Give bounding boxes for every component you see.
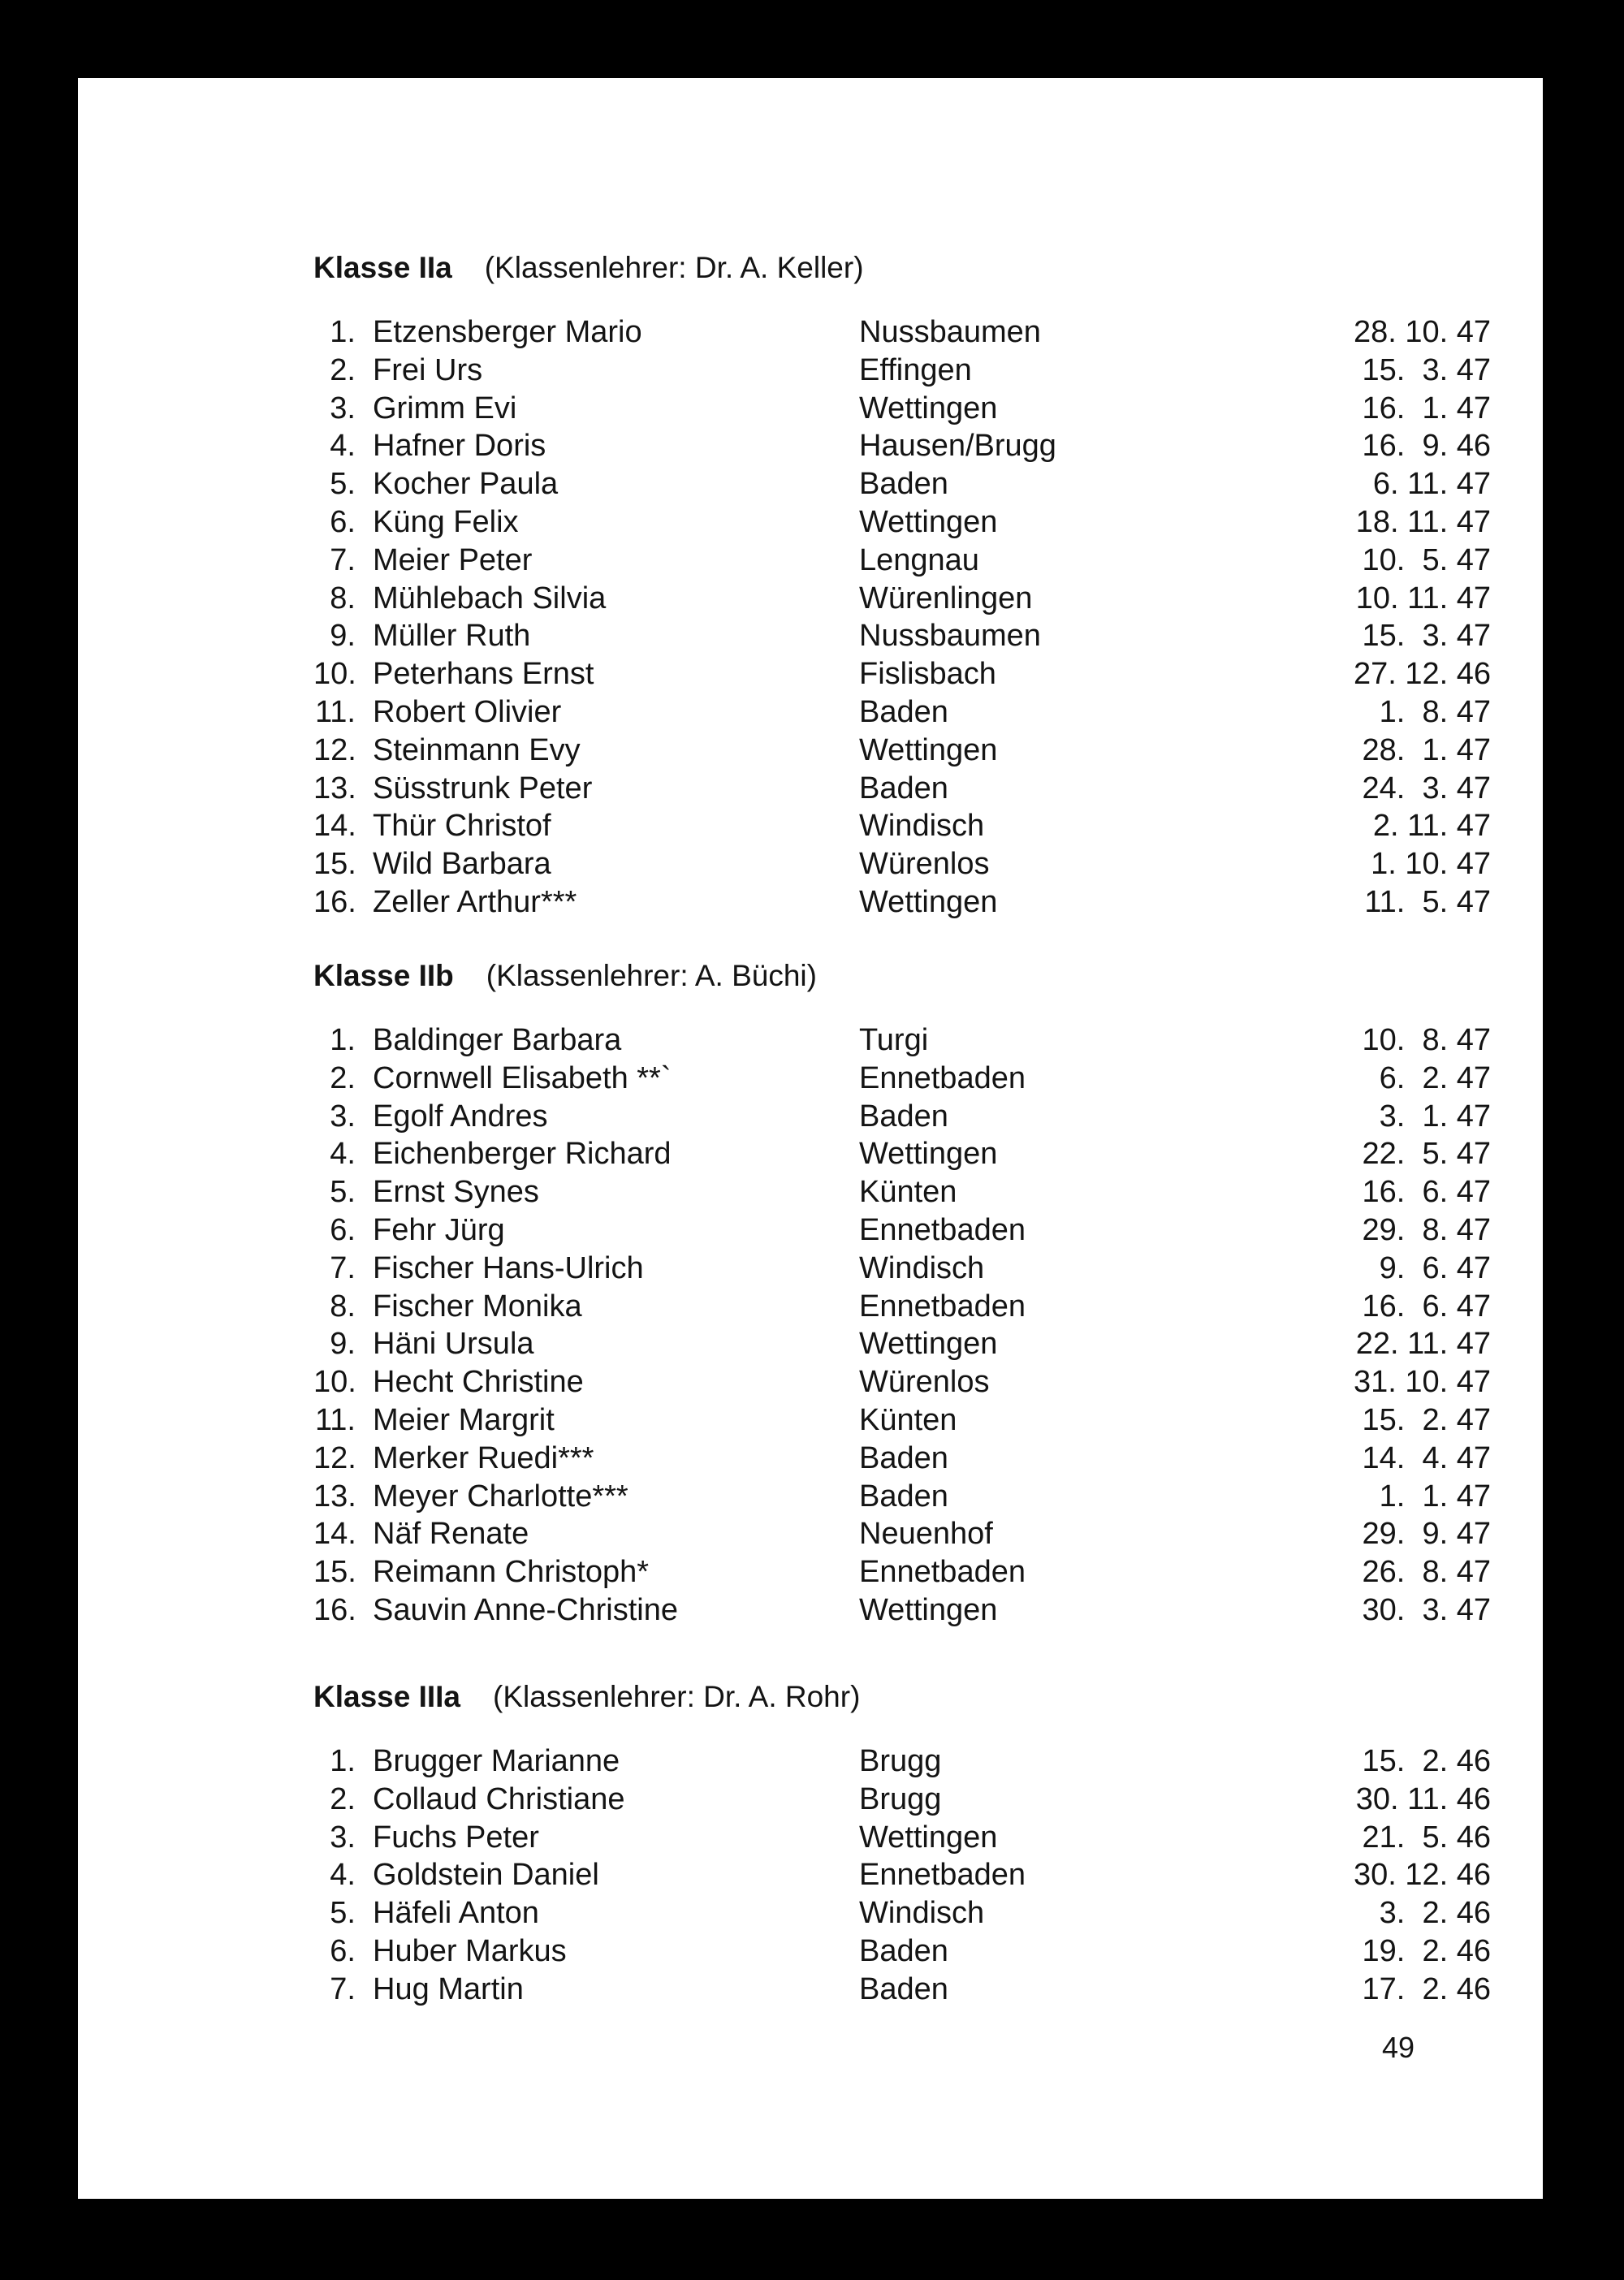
student-row xyxy=(313,655,1491,693)
row-number: 8. xyxy=(330,581,356,615)
student-list xyxy=(313,1021,1491,1630)
student-place: Nussbaumen xyxy=(859,619,1041,654)
student-name: Eichenberger Richard xyxy=(373,1137,672,1172)
row-number: 4. xyxy=(330,1137,356,1172)
student-row xyxy=(313,427,1491,465)
student-row xyxy=(313,390,1491,428)
row-number: 13. xyxy=(313,771,356,805)
section-heading xyxy=(313,250,1491,313)
student-name: Thür Christof xyxy=(373,809,551,844)
row-number: 10. xyxy=(313,1365,356,1400)
student-name: Kocher Paula xyxy=(373,467,559,502)
birth-date: 24. 3. 47 xyxy=(1362,771,1491,805)
student-place: Wettingen xyxy=(859,1592,998,1627)
student-place: Ennetbaden xyxy=(859,1212,1026,1247)
student-row xyxy=(313,693,1491,732)
student-place: Fislisbach xyxy=(859,657,996,692)
birth-date: 29. 9. 47 xyxy=(1362,1517,1491,1552)
document-page xyxy=(78,78,1543,2199)
row-number: 7. xyxy=(330,1971,356,2006)
birth-date: 27. 12. 46 xyxy=(1353,657,1491,692)
row-number: 15. xyxy=(313,847,356,882)
birth-date: 1. 8. 47 xyxy=(1379,694,1491,729)
birth-date: 16. 6. 47 xyxy=(1362,1175,1491,1210)
row-number: 6. xyxy=(330,504,356,539)
birth-date: 10. 5. 47 xyxy=(1362,542,1491,577)
birth-date: 15. 2. 47 xyxy=(1362,1402,1491,1437)
row-number: 6. xyxy=(330,1212,356,1247)
student-name: Merker Ruedi*** xyxy=(373,1440,594,1475)
student-row xyxy=(313,1515,1491,1553)
row-number: 1. xyxy=(330,315,356,349)
birth-date: 30. 11. 46 xyxy=(1355,1781,1491,1816)
student-row xyxy=(313,1742,1491,1781)
student-place: Wettingen xyxy=(859,1327,998,1362)
student-row xyxy=(313,845,1491,883)
student-name: Fuchs Peter xyxy=(373,1820,539,1855)
row-number: 16. xyxy=(313,884,356,919)
student-row xyxy=(313,1211,1491,1250)
student-place: Hausen/Brugg xyxy=(859,429,1056,464)
class-section-iib xyxy=(313,958,1491,1630)
student-place: Baden xyxy=(859,1971,948,2006)
birth-date: 15. 3. 47 xyxy=(1362,619,1491,654)
student-name: Hecht Christine xyxy=(373,1365,584,1400)
student-place: Künten xyxy=(859,1175,957,1210)
student-name: Küng Felix xyxy=(373,504,519,539)
student-row xyxy=(313,1553,1491,1591)
student-row xyxy=(313,503,1491,542)
student-place: Baden xyxy=(859,771,948,805)
student-row xyxy=(313,1325,1491,1363)
student-place: Ennetbaden xyxy=(859,1289,1026,1324)
student-place: Windisch xyxy=(859,1896,985,1931)
row-number: 10. xyxy=(313,657,356,692)
student-place: Wettingen xyxy=(859,391,998,425)
student-row xyxy=(313,1440,1491,1478)
student-row xyxy=(313,1781,1491,1819)
row-number: 6. xyxy=(330,1933,356,1968)
student-row xyxy=(313,883,1491,922)
row-number: 1. xyxy=(330,1744,356,1778)
row-number: 5. xyxy=(330,467,356,502)
student-place: Baden xyxy=(859,1440,948,1475)
birth-date: 26. 8. 47 xyxy=(1362,1555,1491,1590)
student-place: Neuenhof xyxy=(859,1517,993,1552)
section-heading xyxy=(313,958,1491,1021)
student-row xyxy=(313,1856,1491,1894)
student-name: Egolf Andres xyxy=(373,1099,548,1134)
student-row xyxy=(313,465,1491,503)
student-row xyxy=(313,1250,1491,1288)
birth-date: 6. 2. 47 xyxy=(1379,1060,1491,1095)
student-place: Wettingen xyxy=(859,504,998,539)
birth-date: 3. 2. 46 xyxy=(1379,1896,1491,1931)
student-row xyxy=(313,1478,1491,1516)
birth-date: 16. 9. 46 xyxy=(1362,429,1491,464)
student-row xyxy=(313,1288,1491,1326)
row-number: 7. xyxy=(330,1250,356,1285)
birth-date: 30. 12. 46 xyxy=(1353,1858,1491,1893)
row-number: 5. xyxy=(330,1896,356,1931)
student-row xyxy=(313,1173,1491,1211)
row-number: 11. xyxy=(314,1402,356,1437)
row-number: 3. xyxy=(330,391,356,425)
row-number: 14. xyxy=(313,809,356,844)
student-place: Turgi xyxy=(859,1023,929,1057)
section-heading xyxy=(313,1679,1491,1742)
student-name: Meier Peter xyxy=(373,542,533,577)
birth-date: 28. 10. 47 xyxy=(1353,315,1491,349)
row-number: 9. xyxy=(330,619,356,654)
birth-date: 16. 1. 47 xyxy=(1362,391,1491,425)
student-row xyxy=(313,1363,1491,1401)
student-row xyxy=(313,1135,1491,1173)
student-list xyxy=(313,313,1491,922)
student-name: Fischer Hans-Ulrich xyxy=(373,1250,644,1285)
student-name: Hug Martin xyxy=(373,1971,524,2006)
row-number: 12. xyxy=(313,1440,356,1475)
student-place: Windisch xyxy=(859,809,985,844)
student-name: Müller Ruth xyxy=(373,619,531,654)
student-name: Häfeli Anton xyxy=(373,1896,539,1931)
birth-date: 1. 1. 47 xyxy=(1379,1479,1491,1514)
student-row xyxy=(313,617,1491,655)
student-place: Wettingen xyxy=(859,884,998,919)
student-place: Würenlos xyxy=(859,847,990,882)
student-row xyxy=(313,1401,1491,1440)
student-name: Baldinger Barbara xyxy=(373,1023,622,1057)
student-name: Wild Barbara xyxy=(373,847,551,882)
birth-date: 30. 3. 47 xyxy=(1362,1592,1491,1627)
student-name: Brugger Marianne xyxy=(373,1744,620,1778)
birth-date: 16. 6. 47 xyxy=(1362,1289,1491,1324)
student-place: Nussbaumen xyxy=(859,315,1041,349)
row-number: 4. xyxy=(330,429,356,464)
birth-date: 6. 11. 47 xyxy=(1372,467,1491,502)
student-name: Huber Markus xyxy=(373,1933,567,1968)
page-number: 49 xyxy=(1381,2031,1415,2064)
student-place: Ennetbaden xyxy=(859,1858,1026,1893)
row-number: 11. xyxy=(314,694,356,729)
student-place: Baden xyxy=(859,1479,948,1514)
row-number: 13. xyxy=(313,1479,356,1514)
row-number: 16. xyxy=(313,1592,356,1627)
birth-date: 31. 10. 47 xyxy=(1353,1365,1491,1400)
birth-date: 2. 11. 47 xyxy=(1372,809,1491,844)
student-name: Sauvin Anne-Christine xyxy=(373,1592,678,1627)
birth-date: 22. 11. 47 xyxy=(1355,1327,1491,1362)
student-place: Würenlingen xyxy=(859,581,1033,615)
student-name: Fischer Monika xyxy=(373,1289,582,1324)
class-name: Klasse IIIa xyxy=(313,1680,461,1713)
birth-date: 28. 1. 47 xyxy=(1362,732,1491,767)
birth-date: 21. 5. 46 xyxy=(1362,1820,1491,1855)
student-name: Etzensberger Mario xyxy=(373,315,642,349)
student-name: Meier Margrit xyxy=(373,1402,555,1437)
student-place: Baden xyxy=(859,467,948,502)
student-place: Wettingen xyxy=(859,732,998,767)
student-name: Collaud Christiane xyxy=(373,1781,625,1816)
student-row xyxy=(313,1591,1491,1630)
teacher-info: (Klassenlehrer: Dr. A. Rohr) xyxy=(493,1680,861,1713)
student-row xyxy=(313,807,1491,845)
student-place: Lengnau xyxy=(859,542,979,577)
row-number: 12. xyxy=(313,732,356,767)
student-name: Näf Renate xyxy=(373,1517,529,1552)
birth-date: 19. 2. 46 xyxy=(1362,1933,1491,1968)
student-row xyxy=(313,1021,1491,1060)
birth-date: 9. 6. 47 xyxy=(1379,1250,1491,1285)
row-number: 2. xyxy=(330,1060,356,1095)
row-number: 5. xyxy=(330,1175,356,1210)
birth-date: 11. 5. 47 xyxy=(1364,884,1491,919)
student-row xyxy=(313,732,1491,770)
student-row xyxy=(313,542,1491,580)
student-row xyxy=(313,1894,1491,1932)
student-row xyxy=(313,1060,1491,1098)
student-place: Effingen xyxy=(859,352,972,387)
teacher-info: (Klassenlehrer: Dr. A. Keller) xyxy=(484,251,864,284)
birth-date: 10. 8. 47 xyxy=(1362,1023,1491,1057)
student-place: Baden xyxy=(859,1933,948,1968)
birth-date: 17. 2. 46 xyxy=(1362,1971,1491,2006)
row-number: 4. xyxy=(330,1858,356,1893)
birth-date: 18. 11. 47 xyxy=(1355,504,1491,539)
student-name: Mühlebach Silvia xyxy=(373,581,607,615)
student-row xyxy=(313,1971,1491,2009)
row-number: 9. xyxy=(330,1327,356,1362)
student-row xyxy=(313,1098,1491,1136)
student-place: Baden xyxy=(859,1099,948,1134)
birth-date: 22. 5. 47 xyxy=(1362,1137,1491,1172)
student-name: Robert Olivier xyxy=(373,694,562,729)
student-name: Hafner Doris xyxy=(373,429,546,464)
row-number: 8. xyxy=(330,1289,356,1324)
row-number: 15. xyxy=(313,1555,356,1590)
row-number: 7. xyxy=(330,542,356,577)
birth-date: 3. 1. 47 xyxy=(1379,1099,1491,1134)
teacher-info: (Klassenlehrer: A. Büchi) xyxy=(486,959,817,992)
student-list xyxy=(313,1742,1491,2009)
student-name: Frei Urs xyxy=(373,352,483,387)
student-row xyxy=(313,580,1491,618)
birth-date: 15. 2. 46 xyxy=(1362,1744,1491,1778)
birth-date: 29. 8. 47 xyxy=(1362,1212,1491,1247)
student-row xyxy=(313,313,1491,352)
student-name: Zeller Arthur*** xyxy=(373,884,577,919)
row-number: 3. xyxy=(330,1820,356,1855)
student-name: Goldstein Daniel xyxy=(373,1858,599,1893)
student-name: Ernst Synes xyxy=(373,1175,539,1210)
student-place: Windisch xyxy=(859,1250,985,1285)
row-number: 2. xyxy=(330,352,356,387)
student-name: Steinmann Evy xyxy=(373,732,581,767)
class-section-iiia xyxy=(313,1679,1491,2009)
student-place: Würenlos xyxy=(859,1365,990,1400)
student-place: Brugg xyxy=(859,1781,942,1816)
row-number: 14. xyxy=(313,1517,356,1552)
student-row xyxy=(313,770,1491,808)
birth-date: 14. 4. 47 xyxy=(1362,1440,1491,1475)
student-name: Fehr Jürg xyxy=(373,1212,505,1247)
student-place: Ennetbaden xyxy=(859,1555,1026,1590)
student-name: Grimm Evi xyxy=(373,391,517,425)
student-place: Wettingen xyxy=(859,1820,998,1855)
student-row xyxy=(313,1819,1491,1857)
class-name: Klasse IIb xyxy=(313,959,454,992)
student-name: Häni Ursula xyxy=(373,1327,534,1362)
student-place: Ennetbaden xyxy=(859,1060,1026,1095)
row-number: 2. xyxy=(330,1781,356,1816)
student-place: Brugg xyxy=(859,1744,942,1778)
row-number: 1. xyxy=(330,1023,356,1057)
row-number: 3. xyxy=(330,1099,356,1134)
student-name: Peterhans Ernst xyxy=(373,657,594,692)
birth-date: 10. 11. 47 xyxy=(1355,581,1491,615)
birth-date: 1. 10. 47 xyxy=(1371,847,1491,882)
student-name: Süsstrunk Peter xyxy=(373,771,593,805)
class-section-iia xyxy=(313,250,1491,922)
student-place: Wettingen xyxy=(859,1137,998,1172)
student-row xyxy=(313,352,1491,390)
student-place: Baden xyxy=(859,694,948,729)
student-row xyxy=(313,1932,1491,1971)
student-name: Meyer Charlotte*** xyxy=(373,1479,628,1514)
student-place: Künten xyxy=(859,1402,957,1437)
birth-date: 15. 3. 47 xyxy=(1362,352,1491,387)
student-name: Reimann Christoph* xyxy=(373,1555,650,1590)
student-name: Cornwell Elisabeth **` xyxy=(373,1060,672,1095)
class-name: Klasse IIa xyxy=(313,251,452,284)
